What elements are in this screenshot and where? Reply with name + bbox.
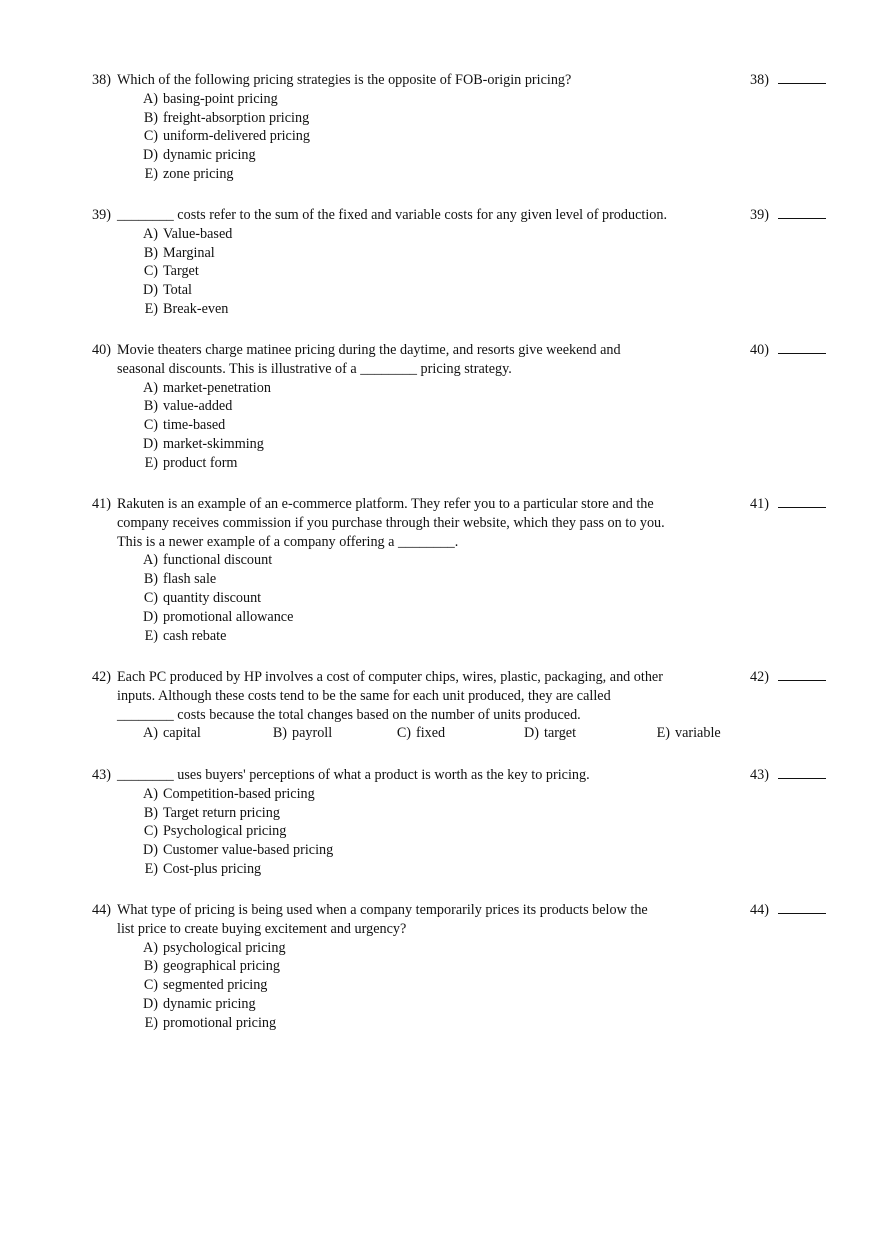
- option-c[interactable]: [137, 262, 832, 281]
- answer-label: 40): [750, 342, 769, 358]
- option-b[interactable]: [137, 957, 832, 976]
- option-letter: A): [143, 785, 158, 802]
- option-letter: E): [144, 300, 158, 317]
- options-list: [137, 225, 832, 319]
- option-text: Marginal: [163, 244, 215, 261]
- option-e[interactable]: [137, 300, 832, 319]
- answer-slot[interactable]: [750, 71, 826, 90]
- option-letter: D): [143, 147, 158, 164]
- option-b[interactable]: [266, 724, 332, 743]
- answer-label: 42): [750, 669, 769, 685]
- option-letter: B): [143, 244, 158, 261]
- option-letter: B): [143, 958, 158, 975]
- option-letter: B): [143, 571, 158, 588]
- option-letter: A): [143, 939, 158, 956]
- option-text: Cost-plus pricing: [163, 860, 262, 877]
- options-list: [137, 785, 832, 879]
- answer-slot[interactable]: [750, 901, 826, 920]
- option-letter: E): [144, 627, 158, 644]
- option-letter: A): [143, 90, 158, 107]
- options-list: [137, 939, 832, 1033]
- question-44: [92, 901, 832, 1033]
- option-letter: C): [143, 417, 158, 434]
- option-letter: A): [143, 225, 158, 242]
- option-text: basing-point pricing: [163, 90, 278, 107]
- option-letter: E): [144, 454, 158, 471]
- option-d[interactable]: [137, 281, 832, 300]
- options-list: [137, 90, 832, 184]
- option-e[interactable]: [137, 454, 832, 473]
- option-text: Psychological pricing: [163, 823, 287, 840]
- option-text: market-penetration: [163, 379, 271, 396]
- option-text: Target return pricing: [163, 804, 280, 821]
- question-stem: [117, 206, 717, 225]
- option-b[interactable]: [137, 397, 832, 416]
- option-a[interactable]: [137, 785, 832, 804]
- question-stem: [117, 901, 682, 939]
- question-number: 38): [92, 72, 111, 88]
- stem-line: inputs. Although these costs tend to be the same for each unit produced, they are called: [117, 687, 611, 704]
- question-number: 39): [92, 207, 111, 223]
- option-e[interactable]: [137, 165, 832, 184]
- answer-label: 39): [750, 207, 769, 223]
- option-a[interactable]: [137, 551, 832, 570]
- option-text: cash rebate: [163, 627, 227, 644]
- option-letter: C): [396, 725, 411, 742]
- option-text: uniform-delivered pricing: [163, 128, 310, 145]
- option-text: Break-even: [163, 300, 229, 317]
- option-text: dynamic pricing: [163, 995, 256, 1012]
- option-text: market-skimming: [163, 435, 264, 452]
- option-text: product form: [163, 454, 238, 471]
- option-letter: E): [144, 1014, 158, 1031]
- option-d[interactable]: [137, 608, 832, 627]
- stem-line: seasonal discounts. This is illustrative of a ________ pricing strategy.: [117, 360, 512, 377]
- answer-slot[interactable]: [750, 341, 826, 360]
- option-letter: D): [143, 608, 158, 625]
- option-d[interactable]: [137, 841, 832, 860]
- answer-blank-line[interactable]: [778, 207, 826, 219]
- option-text: Customer value-based pricing: [163, 842, 334, 859]
- option-text: capital: [163, 725, 201, 742]
- option-d[interactable]: [137, 435, 832, 454]
- stem-line: Movie theaters charge matinee pricing during the daytime, and resorts give weekend and: [117, 342, 621, 358]
- option-letter: D): [143, 282, 158, 299]
- option-a[interactable]: [137, 724, 201, 743]
- option-letter: B): [143, 109, 158, 126]
- option-letter: C): [143, 977, 158, 994]
- option-text: psychological pricing: [163, 939, 286, 956]
- option-letter: D): [143, 435, 158, 452]
- option-a[interactable]: [137, 90, 832, 109]
- stem-line: ________ costs because the total changes based on the number of units produced.: [117, 706, 581, 723]
- option-text: zone pricing: [163, 165, 234, 182]
- option-letter: C): [143, 823, 158, 840]
- stem-line: What type of pricing is being used when a company temporarily prices its products below the: [117, 902, 648, 918]
- question-42: [92, 668, 832, 743]
- stem-line: ________ costs refer to the sum of the fixed and variable costs for any given level of production.: [117, 207, 668, 223]
- option-text: functional discount: [163, 552, 273, 569]
- question-stem: [117, 668, 682, 724]
- question-stem: [117, 766, 682, 785]
- answer-slot[interactable]: [750, 766, 826, 785]
- option-text: flash sale: [163, 571, 217, 588]
- question-number: 43): [92, 767, 111, 783]
- option-a[interactable]: [137, 939, 832, 958]
- option-e[interactable]: [649, 724, 721, 743]
- stem-line: company receives commission if you purchase through their website, which they pass on to you.: [117, 514, 665, 531]
- stem-line: Which of the following pricing strategies is the opposite of FOB-origin pricing?: [117, 72, 572, 88]
- options-list: [137, 551, 832, 645]
- answer-label: 38): [750, 72, 769, 88]
- option-letter: C): [143, 589, 158, 606]
- option-letter: A): [143, 379, 158, 396]
- answer-slot[interactable]: [750, 668, 826, 687]
- question-43: [92, 766, 832, 879]
- answer-blank-line[interactable]: [778, 669, 826, 681]
- question-stem: [117, 341, 682, 379]
- option-text: promotional allowance: [163, 608, 294, 625]
- option-text: promotional pricing: [163, 1014, 277, 1031]
- option-letter: B): [143, 398, 158, 415]
- option-text: freight-absorption pricing: [163, 109, 310, 126]
- question-stem: [117, 495, 682, 551]
- options-row: [137, 724, 832, 743]
- option-text: Target: [163, 263, 199, 280]
- option-b[interactable]: [137, 804, 832, 823]
- option-letter: E): [144, 165, 158, 182]
- option-text: Total: [163, 282, 192, 299]
- option-letter: E): [656, 725, 670, 742]
- options-list: [137, 379, 832, 473]
- answer-blank-line[interactable]: [778, 342, 826, 354]
- option-a[interactable]: [137, 225, 832, 244]
- option-letter: B): [272, 725, 287, 742]
- stem-line: ________ uses buyers' perceptions of what a product is worth as the key to pricing.: [117, 767, 590, 783]
- option-text: target: [544, 725, 577, 742]
- question-40: [92, 341, 832, 473]
- option-text: value-added: [163, 398, 233, 415]
- question-number: 41): [92, 496, 111, 512]
- option-text: Competition-based pricing: [163, 785, 315, 802]
- option-b[interactable]: [137, 244, 832, 263]
- question-39: [92, 206, 832, 319]
- stem-line: list price to create buying excitement and urgency?: [117, 920, 407, 937]
- answer-label: 43): [750, 767, 769, 783]
- question-number: 40): [92, 342, 111, 358]
- option-letter: D): [143, 842, 158, 859]
- option-c[interactable]: [390, 724, 445, 743]
- option-text: payroll: [292, 725, 333, 742]
- answer-blank-line[interactable]: [778, 72, 826, 84]
- option-e[interactable]: [137, 1014, 832, 1033]
- answer-slot[interactable]: [750, 206, 826, 225]
- option-c[interactable]: [137, 416, 832, 435]
- option-c[interactable]: [137, 822, 832, 841]
- option-text: time-based: [163, 417, 226, 434]
- question-41: [92, 495, 832, 645]
- answer-label: 44): [750, 902, 769, 918]
- option-d[interactable]: [518, 724, 576, 743]
- option-letter: A): [143, 725, 158, 742]
- option-d[interactable]: [137, 995, 832, 1014]
- option-letter: C): [143, 128, 158, 145]
- option-c[interactable]: [137, 589, 832, 608]
- question-stem: [117, 71, 682, 90]
- option-c[interactable]: [137, 127, 832, 146]
- answer-blank-line[interactable]: [778, 902, 826, 914]
- option-letter: E): [144, 860, 158, 877]
- answer-blank-line[interactable]: [778, 767, 826, 779]
- answer-label: 41): [750, 496, 769, 512]
- question-number: 42): [92, 669, 111, 685]
- stem-line: Each PC produced by HP involves a cost of computer chips, wires, plastic, packaging, and other: [117, 669, 663, 685]
- option-c[interactable]: [137, 976, 832, 995]
- option-letter: D): [524, 725, 539, 742]
- option-text: dynamic pricing: [163, 147, 256, 164]
- option-e[interactable]: [137, 860, 832, 879]
- option-letter: D): [143, 995, 158, 1012]
- option-text: Value-based: [163, 225, 233, 242]
- option-d[interactable]: [137, 146, 832, 165]
- option-e[interactable]: [137, 627, 832, 646]
- option-b[interactable]: [137, 109, 832, 128]
- stem-line: This is a newer example of a company offering a ________.: [117, 533, 459, 550]
- option-text: geographical pricing: [163, 958, 280, 975]
- option-letter: B): [143, 804, 158, 821]
- option-text: quantity discount: [163, 589, 262, 606]
- question-38: [92, 71, 832, 184]
- option-letter: C): [143, 263, 158, 280]
- answer-slot[interactable]: [750, 495, 826, 514]
- stem-line: Rakuten is an example of an e-commerce platform. They refer you to a particular store and the: [117, 496, 654, 512]
- option-letter: A): [143, 552, 158, 569]
- question-number: 44): [92, 902, 111, 918]
- option-text: segmented pricing: [163, 977, 268, 994]
- option-text: variable: [675, 725, 721, 742]
- option-b[interactable]: [137, 570, 832, 589]
- option-a[interactable]: [137, 379, 832, 398]
- answer-blank-line[interactable]: [778, 496, 826, 508]
- option-text: fixed: [416, 725, 446, 742]
